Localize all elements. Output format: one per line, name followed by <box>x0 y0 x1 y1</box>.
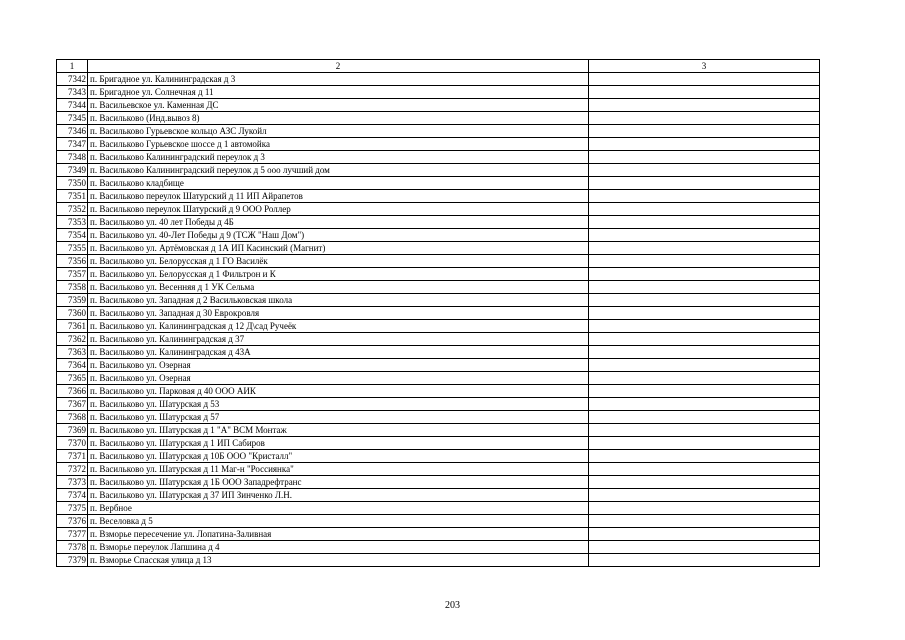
address-cell: п. Васильково ул. 40 лет Победы д 4Б <box>88 216 589 229</box>
note-cell <box>589 177 820 190</box>
table-row <box>57 450 820 463</box>
table-row <box>57 320 820 333</box>
table-row <box>57 99 820 112</box>
note-cell <box>589 359 820 372</box>
table-row <box>57 177 820 190</box>
note-cell <box>589 229 820 242</box>
table-row <box>57 424 820 437</box>
note-cell <box>589 541 820 554</box>
address-cell: п. Бригадное ул. Солнечная д 11 <box>88 86 589 99</box>
note-cell <box>589 450 820 463</box>
note-cell <box>589 346 820 359</box>
row-number-cell: 7359 <box>57 294 88 307</box>
address-cell: п. Веселовка д 5 <box>88 515 589 528</box>
row-number-cell: 7351 <box>57 190 88 203</box>
address-cell: п. Васильково ул. Шатурская д 1 "А" ВСМ Монтаж <box>88 424 589 437</box>
table-row <box>57 86 820 99</box>
row-number-cell: 7362 <box>57 333 88 346</box>
address-cell: п. Васильково ул. Шатурская д 10Б ООО "Кристалл" <box>88 450 589 463</box>
row-number-cell: 7356 <box>57 255 88 268</box>
table-row <box>57 476 820 489</box>
column-header-1: 1 <box>57 60 88 73</box>
row-number-cell: 7343 <box>57 86 88 99</box>
row-number-cell: 7371 <box>57 450 88 463</box>
row-number-cell: 7364 <box>57 359 88 372</box>
address-cell: п. Васильково Гурьевское шоссе д 1 автомойка <box>88 138 589 151</box>
row-number-cell: 7374 <box>57 489 88 502</box>
row-number-cell: 7376 <box>57 515 88 528</box>
note-cell <box>589 437 820 450</box>
row-number-cell: 7352 <box>57 203 88 216</box>
table-row <box>57 489 820 502</box>
row-number-cell: 7365 <box>57 372 88 385</box>
row-number-cell: 7367 <box>57 398 88 411</box>
note-cell <box>589 398 820 411</box>
address-cell: п. Васильково ул. Калининградская д 12 Д\сад Ручеёк <box>88 320 589 333</box>
note-cell <box>589 268 820 281</box>
table-row <box>57 112 820 125</box>
address-cell: п. Васильково ул. Озерная <box>88 372 589 385</box>
note-cell <box>589 125 820 138</box>
note-cell <box>589 476 820 489</box>
table-header-row <box>57 60 820 73</box>
address-cell: п. Васильково ул. Шатурская д 53 <box>88 398 589 411</box>
address-cell: п. Васильково ул. Артёмовская д 1А ИП Касинский (Магнит) <box>88 242 589 255</box>
note-cell <box>589 86 820 99</box>
table-row <box>57 398 820 411</box>
row-number-cell: 7346 <box>57 125 88 138</box>
row-number-cell: 7344 <box>57 99 88 112</box>
note-cell <box>589 528 820 541</box>
address-cell: п. Васильково ул. Шатурская д 57 <box>88 411 589 424</box>
note-cell <box>589 554 820 567</box>
note-cell <box>589 515 820 528</box>
table-row <box>57 333 820 346</box>
row-number-cell: 7379 <box>57 554 88 567</box>
table-row <box>57 554 820 567</box>
address-cell: п. Васильково Калининградский переулок д 5 ооо лучший дом <box>88 164 589 177</box>
note-cell <box>589 203 820 216</box>
address-cell: п. Васильково ул. Озерная <box>88 359 589 372</box>
address-cell: п. Васильково Гурьевское кольцо АЗС Лукойл <box>88 125 589 138</box>
note-cell <box>589 112 820 125</box>
table-row <box>57 190 820 203</box>
row-number-cell: 7370 <box>57 437 88 450</box>
note-cell <box>589 424 820 437</box>
row-number-cell: 7377 <box>57 528 88 541</box>
table-row <box>57 203 820 216</box>
table-row <box>57 151 820 164</box>
address-cell: п. Васильково Калининградский переулок д 3 <box>88 151 589 164</box>
note-cell <box>589 320 820 333</box>
page-number: 203 <box>445 600 460 611</box>
row-number-cell: 7349 <box>57 164 88 177</box>
table-row <box>57 515 820 528</box>
table-row <box>57 528 820 541</box>
row-number-cell: 7375 <box>57 502 88 515</box>
table-row <box>57 346 820 359</box>
table-row <box>57 138 820 151</box>
note-cell <box>589 255 820 268</box>
address-cell: п. Васильково ул. Шатурская д 1Б ООО Западрефтранс <box>88 476 589 489</box>
address-cell: п. Васильково ул. Шатурская д 37 ИП Зинченко Л.Н. <box>88 489 589 502</box>
address-cell: п. Васильково ул. Калининградская д 43А <box>88 346 589 359</box>
table-row <box>57 255 820 268</box>
table-row <box>57 463 820 476</box>
row-number-cell: 7342 <box>57 73 88 86</box>
note-cell <box>589 333 820 346</box>
column-header-3: 3 <box>589 60 820 73</box>
table-row <box>57 437 820 450</box>
row-number-cell: 7369 <box>57 424 88 437</box>
note-cell <box>589 307 820 320</box>
address-cell: п. Взморье Спасская улица д 13 <box>88 554 589 567</box>
address-cell: п. Васильково кладбище <box>88 177 589 190</box>
address-cell: п. Васильково переулок Шатурский д 9 ООО Роллер <box>88 203 589 216</box>
row-number-cell: 7354 <box>57 229 88 242</box>
address-cell: п. Васильково ул. Западная д 2 Васильковская школа <box>88 294 589 307</box>
table-row <box>57 281 820 294</box>
table-row <box>57 307 820 320</box>
address-cell: п. Бригадное ул. Калининградская д 3 <box>88 73 589 86</box>
column-header-2: 2 <box>88 60 589 73</box>
table-row <box>57 164 820 177</box>
note-cell <box>589 242 820 255</box>
row-number-cell: 7363 <box>57 346 88 359</box>
note-cell <box>589 138 820 151</box>
row-number-cell: 7345 <box>57 112 88 125</box>
address-cell: п. Васильково ул. Калининградская д 37 <box>88 333 589 346</box>
note-cell <box>589 411 820 424</box>
address-cell: п. Васильково ул. 40-Лет Победы д 9 (ТСЖ "Наш Дом") <box>88 229 589 242</box>
address-table-body <box>57 60 820 567</box>
address-cell: п. Васильково ул. Шатурская д 11 Маг-н "Россиянка" <box>88 463 589 476</box>
note-cell <box>589 164 820 177</box>
address-cell: п. Васильково переулок Шатурский д 11 ИП Айрапетов <box>88 190 589 203</box>
table-row <box>57 502 820 515</box>
address-cell: п. Васильково ул. Западная д 30 Еврокровля <box>88 307 589 320</box>
address-cell: п. Васильково ул. Шатурская д 1 ИП Сабиров <box>88 437 589 450</box>
note-cell <box>589 216 820 229</box>
table-row <box>57 268 820 281</box>
note-cell <box>589 294 820 307</box>
address-cell: п. Васильково ул. Парковая д 40 ООО АИК <box>88 385 589 398</box>
row-number-cell: 7348 <box>57 151 88 164</box>
address-cell: п. Васильевское ул. Каменная ДС <box>88 99 589 112</box>
table-row <box>57 385 820 398</box>
note-cell <box>589 190 820 203</box>
row-number-cell: 7373 <box>57 476 88 489</box>
note-cell <box>589 489 820 502</box>
address-table <box>56 59 820 567</box>
table-row <box>57 294 820 307</box>
row-number-cell: 7353 <box>57 216 88 229</box>
address-cell: п. Васильково ул. Белорусская д 1 ГО Василёк <box>88 255 589 268</box>
row-number-cell: 7355 <box>57 242 88 255</box>
address-cell: п. Васильково ул. Белорусская д 1 Фильтрон и К <box>88 268 589 281</box>
note-cell <box>589 463 820 476</box>
table-row <box>57 372 820 385</box>
address-cell: п. Взморье переулок Лапшина д 4 <box>88 541 589 554</box>
row-number-cell: 7360 <box>57 307 88 320</box>
note-cell <box>589 385 820 398</box>
table-row <box>57 541 820 554</box>
row-number-cell: 7347 <box>57 138 88 151</box>
address-cell: п. Взморье пересечение ул. Лопатина-Заливная <box>88 528 589 541</box>
row-number-cell: 7361 <box>57 320 88 333</box>
row-number-cell: 7378 <box>57 541 88 554</box>
row-number-cell: 7368 <box>57 411 88 424</box>
row-number-cell: 7366 <box>57 385 88 398</box>
table-row <box>57 73 820 86</box>
row-number-cell: 7350 <box>57 177 88 190</box>
table-row <box>57 125 820 138</box>
address-cell: п. Васильково ул. Весенняя д 1 УК Сельма <box>88 281 589 294</box>
table-row <box>57 229 820 242</box>
note-cell <box>589 99 820 112</box>
note-cell <box>589 502 820 515</box>
table-row <box>57 216 820 229</box>
table-row <box>57 242 820 255</box>
address-cell: п. Васильково (Инд.вывоз 8) <box>88 112 589 125</box>
note-cell <box>589 151 820 164</box>
table-row <box>57 359 820 372</box>
note-cell <box>589 372 820 385</box>
address-cell: п. Вербное <box>88 502 589 515</box>
note-cell <box>589 281 820 294</box>
table-row <box>57 411 820 424</box>
row-number-cell: 7372 <box>57 463 88 476</box>
row-number-cell: 7357 <box>57 268 88 281</box>
row-number-cell: 7358 <box>57 281 88 294</box>
note-cell <box>589 73 820 86</box>
